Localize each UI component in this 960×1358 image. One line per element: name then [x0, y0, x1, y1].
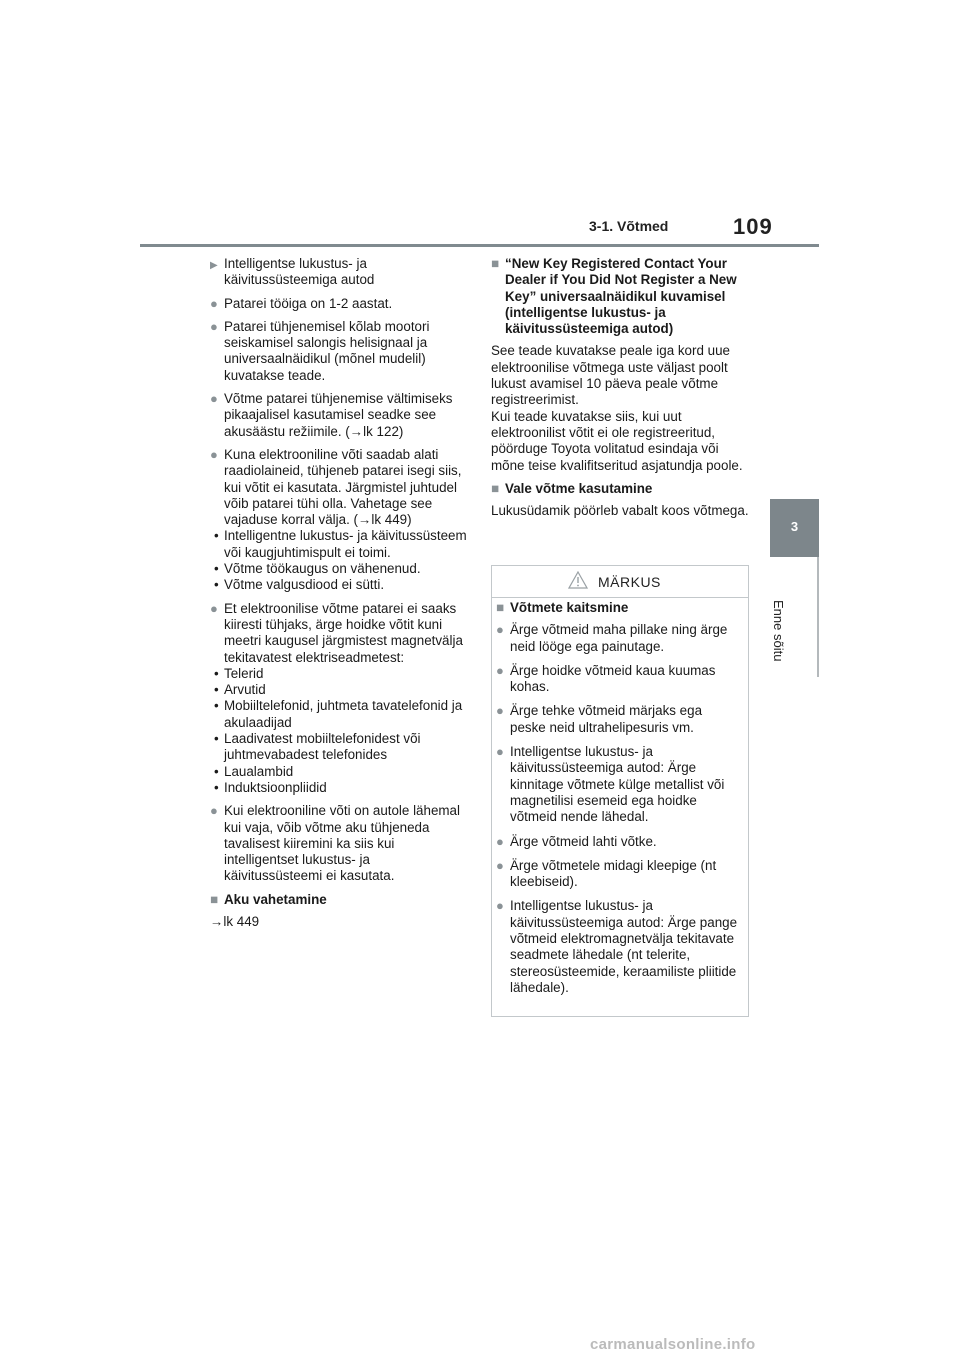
list-item-text: Ärge hoidke võtmeid kaua kuumas kohas.: [510, 662, 716, 695]
paragraph: Kui teade kuvatakse siis, kui uut elektroonilist võtit ei ole registreeritud, pöörduge Toyota volitatud esindaja või mõne teise kvalifitseritud asjatundja poole.: [491, 408, 743, 473]
sub-list-item: • Telerid: [214, 665, 264, 681]
sub-list-item-text: Mobiiltelefonid, juhtmeta tavatelefonid ja akulaadijad: [224, 698, 463, 730]
header-divider: [140, 244, 819, 247]
list-item-text: Kui elektrooniline võti on autole lähemal kui vaja, võib võtme aku tühjeneda tavalisest kiiremini ka siis kui intelligentset lukustus- ja käivitussüsteemi ei kasutata.: [224, 803, 460, 884]
triangle-bullet-icon: ▶: [210, 260, 218, 271]
circle-bullet-icon: ●: [496, 622, 504, 638]
circle-bullet-icon: ●: [210, 446, 218, 462]
list-item: [496, 858, 738, 891]
right-column: [491, 256, 753, 526]
circle-bullet-icon: ●: [210, 600, 218, 616]
warning-triangle-icon: [568, 571, 588, 594]
sub-list-item: • Võtme töökaugus on vähenenud.: [214, 561, 421, 577]
list-item: [210, 803, 468, 884]
list-item-text: Ärge võtmeid maha pillake ning ärge neid lööge ega painutage.: [510, 622, 728, 654]
square-bullet-icon: ■: [496, 600, 505, 615]
notice-heading-text: Võtmete kaitsmine: [510, 600, 629, 615]
sub-list-item-text: Arvutid: [224, 682, 266, 698]
list-item-text: Patarei tühjenemisel kõlab mootori seiskamisel salongis helisignaal ja universaalnäidikul (mõnel mudelil) kuvatakse teade.: [224, 318, 430, 383]
chapter-tab-line: [817, 557, 819, 677]
chapter-number: 3: [790, 519, 799, 534]
sub-list: [210, 666, 468, 796]
paragraph: Lukusüdamik pöörleb vabalt koos võtmega.: [491, 503, 749, 519]
circle-bullet-icon: ●: [210, 295, 218, 311]
notice-heading: [496, 600, 738, 616]
paragraph: See teade kuvatakse peale iga kord uue elektroonilise võtmega uste väljast poolt lukust avamisel 10 päeva peale võtme registreerimist.: [491, 343, 730, 408]
section-heading-text: Vale võtme kasutamine: [505, 480, 653, 496]
sub-list-item: • Mobiiltelefonid, juhtmeta tavatelefonid ja akulaadijad: [214, 698, 463, 730]
square-bullet-icon: ■: [491, 256, 500, 271]
sub-list-item: • Intelligentne lukustus- ja käivitussüsteem või kaugjuhtimispult ei toimi.: [214, 528, 467, 560]
list-item: [496, 622, 738, 655]
circle-bullet-icon: ●: [496, 744, 504, 760]
sub-list-item-text: Induktsioonpliidid: [224, 779, 327, 795]
list-item-text: Kuna elektrooniline võti saadab alati raadiolaineid, tühjeneb patarei isegi siis, kui võtit ei kasutata. Järgmistel juhtudel võib patarei tühi olla. Vahetage see vajaduse korral välja. (→lk 449): [224, 446, 462, 528]
list-item-text: Võtme patarei tühjenemise vältimiseks pikaajalisel kasutamisel seadke see akusäästu režiimile. (→lk 122): [224, 391, 453, 439]
sub-list-item-text: Võtme valgusdiood ei sütti.: [224, 577, 385, 593]
circle-bullet-icon: ●: [210, 803, 218, 819]
list-item: [210, 296, 468, 312]
circle-bullet-icon: ●: [496, 703, 504, 719]
watermark-text: carmanualsonline.info: [590, 1336, 756, 1353]
list-item: [210, 447, 468, 528]
list-item-text: Ärge võtmetele midagi kleepige (nt kleebiseid).: [510, 857, 717, 890]
list-item: [210, 256, 468, 289]
sub-list: [210, 528, 468, 593]
sub-list-item: • Induktsioonpliidid: [214, 779, 327, 795]
square-bullet-icon: ■: [210, 891, 219, 907]
chapter-tab: [770, 499, 819, 557]
sub-list-item-text: Intelligentne lukustus- ja käivitussüsteem või kaugjuhtimispult ei toimi.: [224, 528, 467, 560]
sub-list-item: • Laadivatest mobiiltelefonidest või juhtmevabadest telefonides: [214, 731, 421, 763]
sub-list-item-text: Võtme töökaugus on vähenenud.: [224, 561, 421, 577]
circle-bullet-icon: ●: [496, 857, 504, 873]
list-item-text: Intelligentse lukustus- ja käivitussüsteemiga autod: Ärge pange võtmeid elektromagnetvälja tekitavate seadmete lähedale (nt telerite, stereosüsteemide, keraamiliste pliitide lähedale).: [510, 898, 738, 995]
list-item: [210, 601, 468, 666]
list-item: [496, 744, 738, 825]
list-item-text: Ärge võtmeid lahti võtke.: [510, 833, 657, 849]
list-item-text: Intelligentse lukustus- ja käivitussüsteemiga autod: [224, 256, 375, 288]
circle-bullet-icon: ●: [496, 662, 504, 678]
list-item-text: Et elektroonilise võtme patarei ei saaks kiiresti tühjaks, ärge hoidke võtit kuni meetri kaugusel järgmistest magnetvälja tekitavatest elektriseadmetest:: [224, 600, 463, 665]
left-column: [210, 256, 468, 937]
list-item-text: Patarei tööiga on 1-2 aastat.: [224, 295, 393, 311]
notice-header: [492, 566, 748, 598]
list-item: [210, 319, 468, 384]
notice-body: [492, 600, 738, 1004]
page-number: 109: [733, 214, 773, 239]
section-heading: [210, 892, 468, 908]
list-item: [496, 834, 738, 850]
page-reference: →lk 449: [210, 913, 260, 929]
circle-bullet-icon: ●: [496, 898, 504, 914]
section-heading: [491, 256, 753, 337]
sub-list-item-text: Laualambid: [224, 763, 294, 779]
section-title: 3-1. Võtmed: [589, 218, 669, 234]
circle-bullet-icon: ●: [210, 318, 218, 334]
section-heading-text: Aku vahetamine: [224, 891, 327, 907]
sub-list-item: • Arvutid: [214, 682, 266, 698]
list-item: [496, 663, 738, 696]
section-heading-text: “New Key Registered Contact Your Dealer if You Did Not Register a New Key” universaalnäidikul kuvamisel (intelligentse lukustus- ja käivitussüsteemiga autod): [505, 256, 737, 337]
section-heading: [491, 481, 753, 497]
list-item: [496, 703, 738, 736]
chapter-label: Enne sõitu: [771, 600, 786, 662]
sub-list-item-text: Telerid: [224, 665, 264, 681]
notice-title: MÄRKUS: [598, 574, 661, 590]
sub-list-item: • Laualambid: [214, 763, 294, 779]
list-item-text: Intelligentse lukustus- ja käivitussüsteemiga autod: Ärge kinnitage võtmete külge metallist või magnetilisi esemeid ega hoidke võtmeid nende lähedal.: [510, 744, 725, 825]
notice-box: [491, 565, 749, 1017]
list-item-text: Ärge tehke võtmeid märjaks ega peske neid ultrahelipesuris vm.: [510, 703, 703, 735]
circle-bullet-icon: ●: [210, 391, 218, 407]
sub-list-item-text: Laadivatest mobiiltelefonidest või juhtmevabadest telefonides: [224, 731, 421, 763]
circle-bullet-icon: ●: [496, 833, 504, 849]
list-item: [496, 898, 738, 996]
list-item: [210, 391, 468, 440]
sub-list-item: • Võtme valgusdiood ei sütti.: [214, 577, 385, 593]
square-bullet-icon: ■: [491, 480, 500, 496]
